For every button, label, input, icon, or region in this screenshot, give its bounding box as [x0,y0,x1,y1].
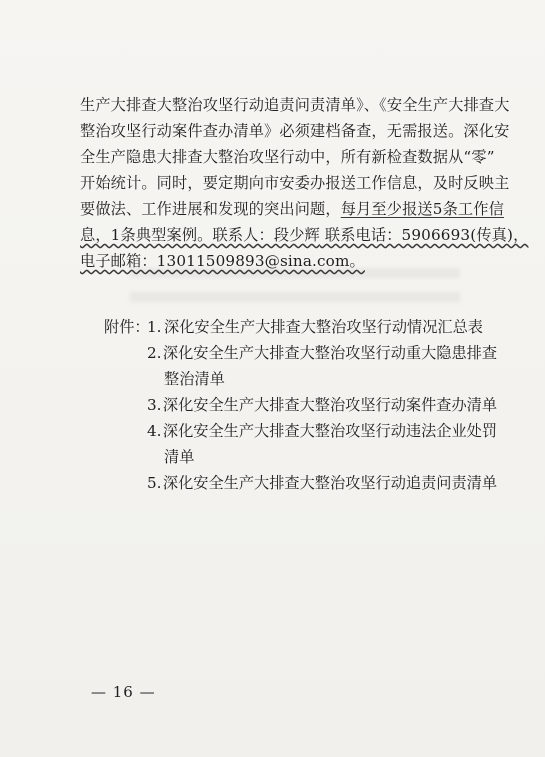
attachments-list [147,314,497,496]
paragraph-line: 生产大排查大整治攻坚行动追责问责清单》、《安全生产大排查大 [80,96,510,114]
attachment-number: 4. [147,422,162,440]
underlined-text: 每月至少报送5条工作信 [340,200,504,218]
paragraph-line: 全生产隐患大排查大整治攻坚行动中，所有新检查数据从“零” [80,148,495,166]
attachment-item [147,314,497,340]
attachment-title-continued: 清单 [164,448,195,466]
attachment-title: 深化安全生产大排查大整治攻坚行动案件查办清单 [162,396,497,414]
paragraph-line [80,222,529,248]
underlined-text: 息，1条典型案例。联系人：段少辉 [80,226,320,244]
attachment-title: 深化安全生产大排查大整治攻坚行动违法企业处罚 [162,422,497,440]
page-number: — 16 — [91,683,156,701]
attachment-item [147,470,497,496]
attachment-number: 2. [147,344,162,362]
attachment-title: 深化安全生产大排查大整治攻坚行动重大隐患排查 [162,344,497,362]
paragraph-line: 开始统计。同时，要定期向市安委办报送工作信息，及时反映主 [80,174,510,192]
attachment-number: 1. [147,318,162,336]
paragraph-text: 要做法、工作进展和发现的突出问题， [80,200,341,218]
bleed-through-shadow [130,292,460,302]
attachment-title-continued: 整治清单 [164,370,225,388]
attachment-item [147,392,497,418]
attachment-title: 深化安全生产大排查大整治攻坚行动情况汇总表 [164,318,483,336]
underlined-text: 电子邮箱：13011509893@sina.com。 [80,252,365,270]
attachment-title: 深化安全生产大排查大整治攻坚行动追责问责清单 [162,474,497,492]
underlined-text: 联系电话：5906693(传真)， [319,226,529,244]
attachments-label: 附件： [104,318,150,336]
attachment-item [147,418,497,470]
body-paragraph [80,92,529,274]
paragraph-line: 整治攻坚行动案件查办清单》必须建档备查，无需报送。深化安 [80,122,510,140]
paragraph-line [80,196,504,222]
paragraph-line [80,248,490,274]
attachment-number: 5. [147,474,162,492]
attachment-item [147,340,497,392]
attachment-number: 3. [147,396,162,414]
